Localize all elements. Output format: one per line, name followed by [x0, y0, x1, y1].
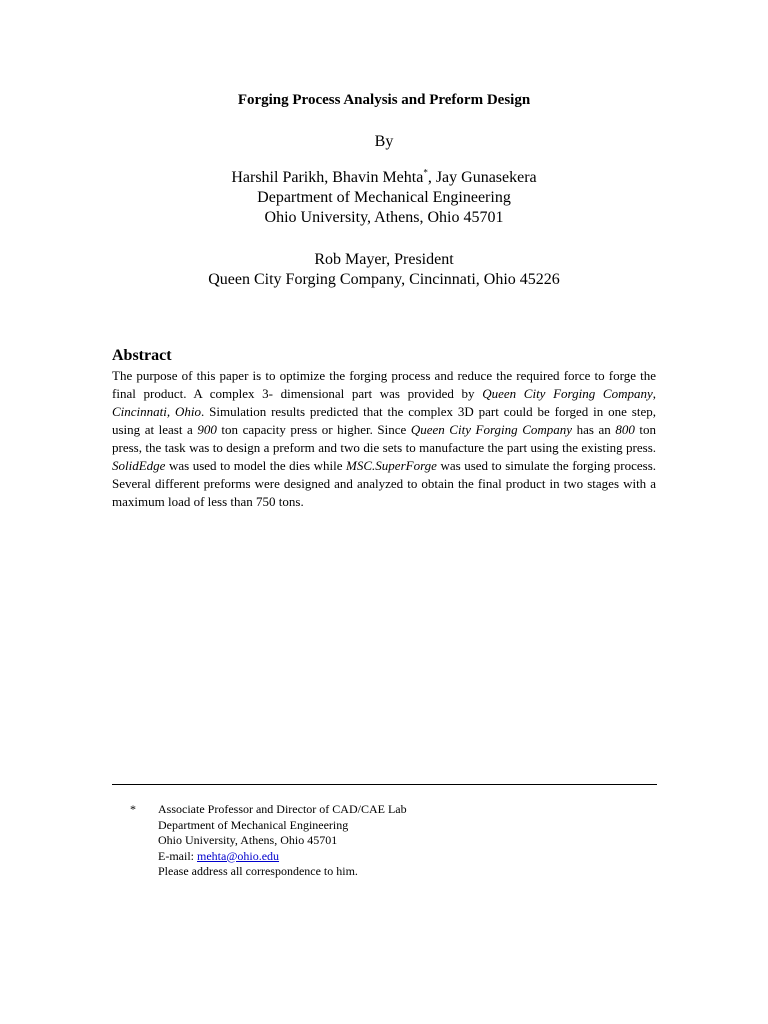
abstract-body	[112, 367, 656, 511]
abstract-text: was used to model the dies while	[165, 458, 347, 473]
footnote-email-line	[158, 849, 407, 865]
author-names-first: Harshil Parikh, Bhavin Mehta	[231, 169, 424, 186]
author-names-rest: , Jay Gunasekera	[427, 169, 537, 186]
abstract-emphasis: 900	[197, 422, 217, 437]
abstract-text: . Simulation results predicted that the complex 3D part could be forged in one step, using at least a	[112, 404, 656, 437]
footnote-divider	[112, 784, 657, 785]
abstract-text: The purpose of this paper is to optimize the forging process and reduce the required force to forge the final product. A complex 3- dimensional part was provided by	[112, 368, 656, 401]
second-author-company: Queen City Forging Company, Cincinnati, Ohio 45226	[208, 271, 560, 288]
footnote-line: Associate Professor and Director of CAD/CAE Lab	[158, 802, 407, 816]
abstract-text: has an	[572, 422, 616, 437]
footnote-mark: *	[130, 802, 136, 816]
footnote-line: Ohio University, Athens, Ohio 45701	[158, 833, 338, 847]
author-department: Department of Mechanical Engineering	[257, 189, 511, 206]
footnote-line: Please address all correspondence to him.	[158, 864, 358, 878]
abstract-emphasis: Cincinnati, Ohio	[112, 404, 202, 419]
footnote-line: Department of Mechanical Engineering	[158, 817, 349, 832]
paper-title: Forging Process Analysis and Preform Design	[237, 92, 531, 108]
abstract-text: ton capacity press or higher. Since	[216, 422, 411, 437]
footnote	[158, 802, 407, 880]
second-author: Rob Mayer, President	[314, 251, 454, 268]
abstract-text: ,	[652, 386, 656, 401]
author-footnote-mark: *	[423, 167, 428, 178]
abstract-text: ton press, the task was to design a preform and two die sets to manufacture the part using the existing press.	[112, 422, 656, 455]
abstract-emphasis: Queen City Forging Company	[482, 386, 653, 401]
abstract-heading: Abstract	[112, 347, 172, 364]
email-label: E-mail:	[158, 848, 197, 863]
author-list	[0, 169, 768, 187]
abstract-emphasis: 800	[615, 422, 635, 437]
abstract-emphasis: Queen City Forging Company	[410, 422, 573, 437]
by-line: By	[374, 133, 394, 150]
author-university: Ohio University, Athens, Ohio 45701	[264, 209, 504, 226]
abstract-emphasis: SolidEdge	[112, 458, 166, 473]
email-link[interactable]: mehta@ohio.edu	[197, 848, 280, 863]
abstract-text: was used to simulate the forging process. Several different preforms were designed and analyzed to obtain the final product in two stages with a maximum load of less than 750 tons.	[112, 458, 656, 509]
abstract-emphasis: MSC.SuperForge	[346, 458, 437, 473]
